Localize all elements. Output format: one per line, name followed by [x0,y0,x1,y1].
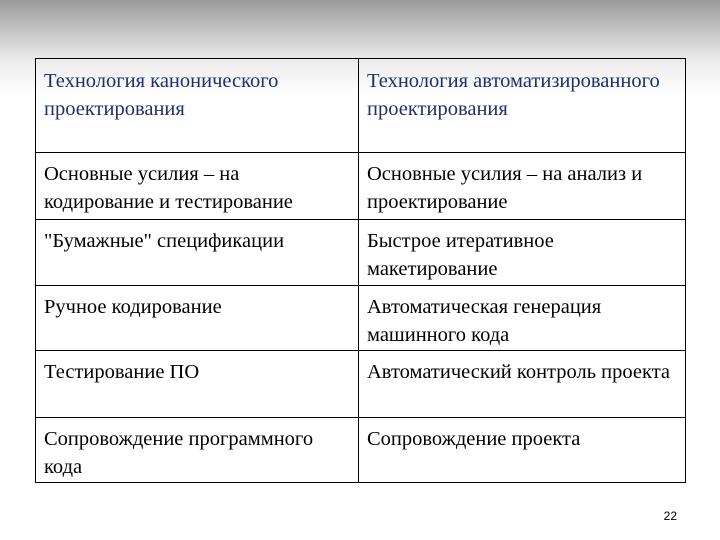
table-row [36,351,686,418]
table-cell: Автоматическая генерация машинного кода [359,286,686,351]
comparison-table [35,58,686,483]
table-cell: "Бумажные" спецификации [36,220,359,286]
table-cell: Сопровождение проекта [359,418,686,483]
table-cell: Автоматический контроль проекта [359,351,686,418]
table-row [36,418,686,483]
table-cell: Быстрое итеративное макетирование [359,220,686,286]
table-cell: Тестирование ПО [36,351,359,418]
header-cell-automated: Технология автоматизированного проектирования [359,59,686,153]
table-cell: Основные усилия – на анализ и проектирование [359,153,686,220]
page-number: 22 [663,509,677,523]
table-cell: Ручное кодирование [36,286,359,351]
table-cell: Основные усилия – на кодирование и тестирование [36,153,359,220]
header-cell-canonical: Технология канонического проектирования [36,59,359,153]
table-cell: Сопровождение программного кода [36,418,359,483]
table-header-row [36,59,686,153]
table-row [36,220,686,286]
table-row [36,153,686,220]
table-row [36,286,686,351]
